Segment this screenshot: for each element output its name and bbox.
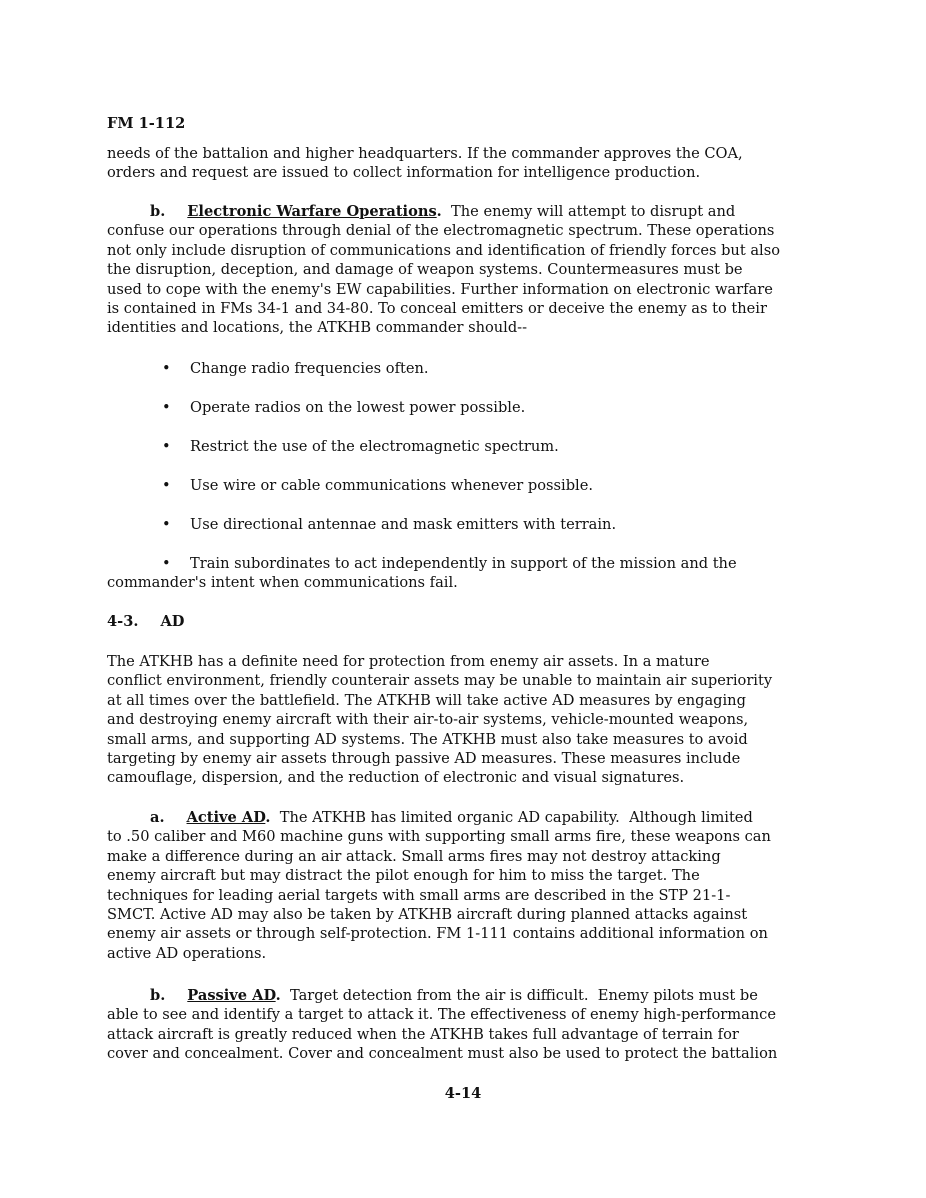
bullet-icon: •: [162, 360, 171, 377]
bullet-text: Use wire or cable communications whenever possible.: [190, 477, 593, 494]
bullet-icon: •: [162, 555, 171, 572]
text-line: active AD operations.: [107, 944, 267, 962]
text-line: camouflage, dispersion, and the reduction of electronic and visual signatures.: [107, 769, 685, 787]
lead-line: [107, 202, 780, 221]
paragraph-title: Passive AD: [187, 987, 276, 1004]
bullet-text: Use directional antennae and mask emitters with terrain.: [190, 516, 617, 533]
running-header: FM 1-112: [107, 115, 186, 132]
page-number: 4-14: [444, 1085, 482, 1102]
ad-intro-paragraph: [107, 652, 772, 788]
text-line: needs of the battalion and higher headquarters. If the commander approves the COA,: [107, 145, 743, 162]
text-line: to .50 caliber and M60 machine guns with supporting small arms fire, these weapons can: [107, 828, 771, 846]
bullet-item-train: [107, 554, 737, 593]
bullet-icon: •: [162, 477, 171, 494]
paragraph-title: Active AD: [186, 809, 266, 826]
period: .: [436, 203, 442, 220]
text-line: identities and locations, the ATKHB commander should--: [107, 319, 528, 337]
bullet-item: [162, 515, 616, 534]
text-span: The ATKHB has limited organic AD capability. Although limited: [270, 809, 753, 826]
bullet-text-continued: commander's intent when communications fail.: [107, 574, 458, 592]
bullet-text: Change radio frequencies often.: [190, 360, 429, 377]
text-span: Target detection from the air is difficult. Enemy pilots must be: [280, 987, 758, 1004]
text-line: at all times over the battlefield. The ATKHB will take active AD measures by engaging: [107, 691, 746, 709]
text-line: used to cope with the enemy's EW capabilities. Further information on electronic warfare: [107, 280, 773, 298]
text-line: able to see and identify a target to attack it. The effectiveness of enemy high-performance: [107, 1006, 776, 1024]
bullet-item: [162, 437, 559, 456]
section-number: 4-3.: [107, 613, 139, 630]
paragraph-letter: a.: [150, 809, 165, 826]
bullet-text: Train subordinates to act independently in support of the mission and the: [190, 555, 737, 572]
lead-line: [107, 808, 771, 827]
bullet-item: [162, 476, 593, 495]
section-title: AD: [160, 613, 185, 630]
text-line: the disruption, deception, and damage of weapon systems. Countermeasures must be: [107, 261, 743, 279]
paragraph-letter: b.: [150, 987, 166, 1004]
ew-operations-paragraph: [107, 202, 780, 338]
paragraph-letter: b.: [150, 203, 166, 220]
bullet-item: [162, 359, 429, 378]
text-line: The ATKHB has a definite need for protection from enemy air assets. In a mature: [107, 653, 710, 670]
text-line: SMCT. Active AD may also be taken by ATKHB aircraft during planned attacks against: [107, 905, 748, 923]
text-line: confuse our operations through denial of the electromagnetic spectrum. These operations: [107, 222, 775, 240]
bullet-icon: •: [162, 516, 171, 533]
text-line: techniques for leading aerial targets with small arms are described in the STP 21-1-: [107, 886, 731, 904]
intro-paragraph: [107, 144, 743, 183]
text-line: and destroying enemy aircraft with their air-to-air systems, vehicle-mounted weapons,: [107, 711, 749, 729]
text-line: enemy aircraft but may distract the pilot enough for him to miss the target. The: [107, 867, 700, 885]
passive-ad-paragraph: [107, 986, 777, 1064]
lead-line: [107, 986, 777, 1005]
text-line: is contained in FMs 34-1 and 34-80. To conceal emitters or deceive the enemy as to their: [107, 299, 767, 317]
text-line: make a difference during an air attack. Small arms fires may not destroy attacking: [107, 847, 721, 865]
bullet-item: [162, 398, 525, 417]
text-line: not only include disruption of communications and identification of friendly forces but also: [107, 241, 780, 259]
bullet-text: Operate radios on the lowest power possible.: [190, 399, 526, 416]
bullet-icon: •: [162, 399, 171, 416]
active-ad-paragraph: [107, 808, 771, 963]
paragraph-title: Electronic Warfare Operations: [187, 203, 437, 220]
text-line: enemy air assets or through self-protection. FM 1-111 contains additional information on: [107, 925, 768, 943]
text-line: cover and concealment. Cover and concealment must also be used to protect the battalion: [107, 1045, 778, 1063]
section-heading: [107, 613, 184, 630]
text-line: attack aircraft is greatly reduced when the ATKHB takes full advantage of terrain for: [107, 1025, 739, 1043]
text-line: conflict environment, friendly counterair assets may be unable to maintain air superiority: [107, 672, 773, 690]
text-line: small arms, and supporting AD systems. The ATKHB must also take measures to avoid: [107, 730, 748, 748]
bullet-icon: •: [162, 438, 171, 455]
period: .: [275, 987, 281, 1004]
bullet-text: Restrict the use of the electromagnetic spectrum.: [190, 438, 559, 455]
text-line: targeting by enemy air assets through passive AD measures. These measures include: [107, 749, 741, 767]
text-span: The enemy will attempt to disrupt and: [441, 203, 736, 220]
text-line: orders and request are issued to collect information for intelligence production.: [107, 164, 701, 182]
period: .: [265, 809, 271, 826]
